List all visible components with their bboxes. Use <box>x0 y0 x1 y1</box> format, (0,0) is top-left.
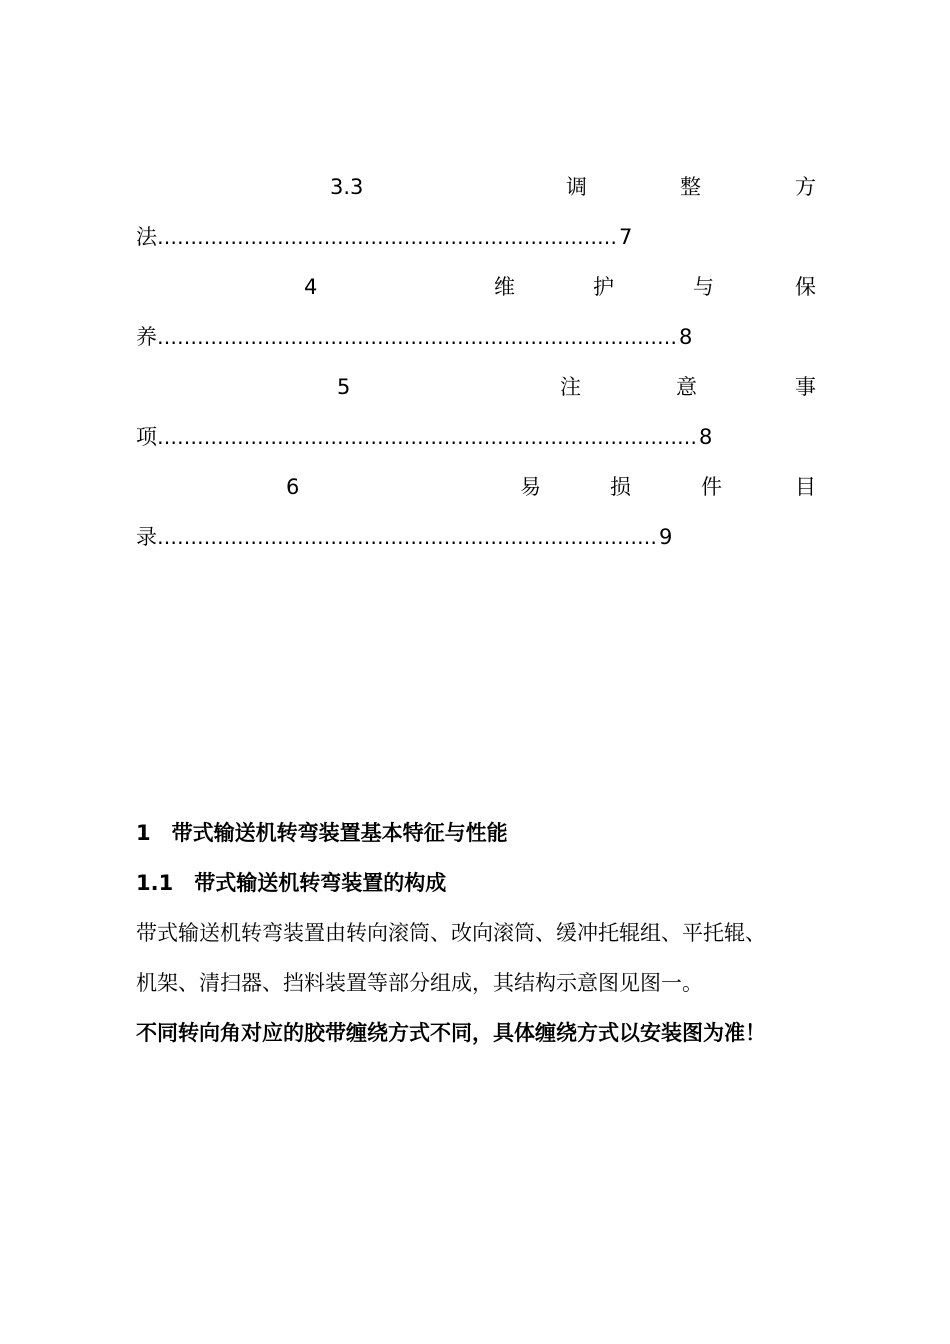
toc-title-char: 录 <box>136 525 157 549</box>
toc-title-char: 法 <box>136 225 157 249</box>
toc-title-char: 与 <box>693 275 714 299</box>
toc-title-char: 件 <box>701 475 722 499</box>
toc-page-number: 8 <box>679 325 693 349</box>
toc-entry-6-leader-line[interactable] <box>136 522 816 552</box>
toc-title-char: 保 <box>795 275 816 299</box>
toc-title-char: 养 <box>136 325 157 349</box>
toc-entry-4-title-line[interactable] <box>136 272 816 302</box>
toc-title-char: 损 <box>610 475 631 499</box>
toc-title-char: 维 <box>494 275 515 299</box>
body-paragraph-line: 机架、清扫器、挡料装置等部分组成，其结构示意图见图一。 <box>136 971 703 995</box>
toc-title-char: 注 <box>560 375 581 399</box>
toc-leader-dots: …………………………………………………………… <box>157 225 617 249</box>
toc-number: 6 <box>286 475 300 499</box>
toc-entry-3-3-leader-line[interactable] <box>136 222 816 252</box>
toc-number: 3.3 <box>330 175 364 199</box>
toc-title-char: 事 <box>795 375 816 399</box>
toc-entry-5-leader-line[interactable] <box>136 422 816 452</box>
toc-title-char: 方 <box>795 175 816 199</box>
toc-entry-4-leader-line[interactable] <box>136 322 816 352</box>
toc-leader-dots: …………………………………………………………………… <box>157 325 677 349</box>
toc-title-char: 意 <box>676 375 697 399</box>
toc-leader-dots: ………………………………………………………………… <box>157 525 657 549</box>
toc-title-char: 调 <box>566 175 587 199</box>
toc-title-char: 整 <box>680 175 701 199</box>
toc-entry-6-title-line[interactable] <box>136 472 816 502</box>
toc-page-number: 8 <box>699 425 713 449</box>
bold-note: 不同转向角对应的胶带缠绕方式不同，具体缠绕方式以安装图为准！ <box>136 1021 766 1045</box>
toc-entry-5-title-line[interactable] <box>136 372 816 402</box>
toc-title-char: 护 <box>593 275 614 299</box>
subsection-heading: 1.1 带式输送机转弯装置的构成 <box>136 871 447 895</box>
toc-leader-dots: ……………………………………………………………………… <box>157 425 697 449</box>
toc-number: 5 <box>337 375 351 399</box>
toc-number: 4 <box>304 275 318 299</box>
body-paragraph-line: 带式输送机转弯装置由转向滚筒、改向滚筒、缓冲托辊组、平托辊、 <box>136 921 766 945</box>
toc-entry-3-3-title-line[interactable] <box>136 172 816 202</box>
toc-title-char: 项 <box>136 425 157 449</box>
toc-page-number: 9 <box>659 525 673 549</box>
toc-title-char: 目 <box>795 475 816 499</box>
section-heading: 1 带式输送机转弯装置基本特征与性能 <box>136 821 508 845</box>
toc-page-number: 7 <box>619 225 633 249</box>
toc-title-char: 易 <box>520 475 541 499</box>
